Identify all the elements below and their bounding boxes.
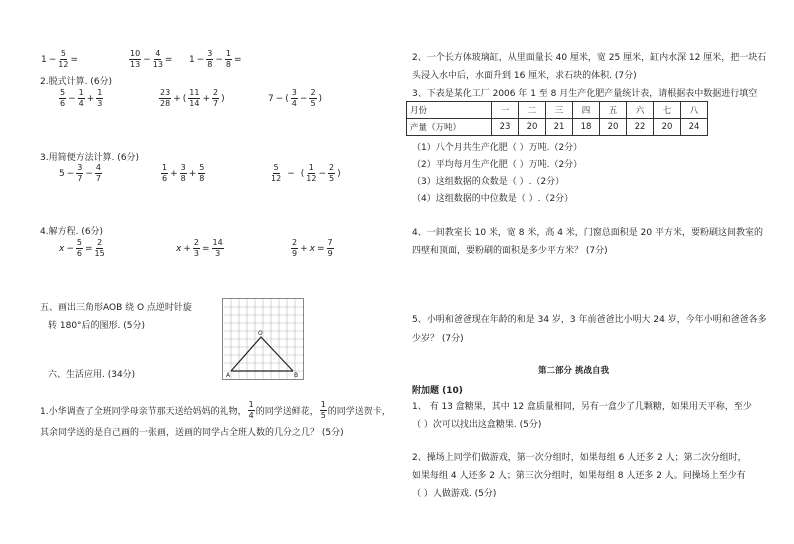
extra-1-line1: 1、 有 13 盒糖果，其中 12 盒质量相同，另有一盒少了几颗糖，如果用天平称，至少 (412, 402, 752, 412)
q4-expr-3: $\frac{2}{9}$ + x = $\frac{7}{9}$ (292, 238, 333, 258)
r2-line2: 头浸入水中后，水面升到 16 厘米，求石块的体积. (7分) (412, 71, 637, 81)
r3-sub-1: （1）八个月共生产化肥（ ）万吨.（2分） (412, 143, 583, 153)
table-cell: 一 (492, 102, 519, 119)
r5-line1: 5、小明和爸爸现在年龄的和是 34 岁，3 年前爸爸比小明大 24 岁，今年小明和爸爸各多 (412, 315, 767, 325)
q5-line2: 转 180°后的图形. (5分) (48, 321, 146, 331)
r5-line2: 少岁？ (7分) (412, 334, 464, 344)
table-cell: 20 (519, 119, 546, 136)
r3-sub-4: （4）这组数据的中位数是（ ）.（2分） (412, 194, 574, 204)
table-cell: 八 (681, 102, 708, 119)
table-header-row (407, 102, 708, 119)
triangle-aob (231, 337, 293, 371)
q2-expr-3: 7 − ( $\frac{3}{4}$ − $\frac{2}{5}$ ) (268, 88, 323, 108)
rotation-grid-figure (222, 298, 304, 380)
q2-title: 2.脱式计算. (6分) (40, 77, 113, 87)
q1-expr-2: $\frac{10}{13}$ − $\frac{4}{13}$ = (130, 49, 173, 69)
q2-expr-2: $\frac{23}{28}$ + ( $\frac{11}{14}$ + $\frac{2}{7}$ ) (160, 88, 225, 108)
table-cell: 二 (519, 102, 546, 119)
label-o: O (258, 330, 263, 337)
table-cell: 24 (681, 119, 708, 136)
table-cell: 五 (600, 102, 627, 119)
q3-expr-3: $\frac{5}{12}$ − ( $\frac{1}{12}$ − $\frac{2}{5}$ ) (271, 163, 341, 183)
label-a: A (226, 372, 231, 379)
table-cell: 月份 (407, 102, 492, 119)
p1-line1: 1.小华调查了全班同学母亲节那天送给妈妈的礼物， $\frac{1}{4}$ 的同学送鲜花， $\frac{1}{5}$ 的同学送贺卡， (40, 400, 391, 420)
table-cell: 六 (627, 102, 654, 119)
table-cell: 21 (546, 119, 573, 136)
q1-expr-3: 1 − $\frac{3}{8}$ − $\frac{1}{8}$ = (189, 49, 242, 69)
table-cell: 20 (654, 119, 681, 136)
table-cell: 20 (600, 119, 627, 136)
r3-line1: 3、下表是某化工厂 2006 年 1 至 8 月生产化肥产量统计表，请根据表中数据进行填空 (412, 89, 758, 99)
table-data-row (407, 119, 708, 136)
r4-line1: 4、一间教室长 10 米，宽 8 米，高 4 米，门窗总面积是 20 平方米，要粉刷这间教室的 (412, 228, 763, 238)
q5-line1: 五、画出三角形AOB 绕 O 点逆时针旋 (40, 303, 192, 313)
table-cell: 23 (492, 119, 519, 136)
q1-expr-1: 1 − $\frac{5}{12}$ = (41, 49, 79, 69)
table-cell: 22 (627, 119, 654, 136)
q4-expr-2: x + $\frac{2}{3}$ = $\frac{14}{3}$ (176, 238, 223, 258)
extra-title: 附加题 (10) (412, 386, 463, 396)
table-cell: 产量（万吨） (407, 119, 492, 136)
extra-2-line2: 如果每组 4 人还多 2 人；第三次分组时，如果每组 8 人还多 2 人。问操场上至少有 (412, 471, 746, 481)
label-b: B (294, 372, 299, 379)
stat-table-wrap (406, 101, 708, 136)
part2-title: 第二部分 挑战自我 (538, 366, 609, 376)
q6-title: 六、生活应用. (34分) (48, 370, 136, 380)
extra-2-line3: （ ）人做游戏. (5分) (412, 489, 497, 499)
r3-sub-3: （3）这组数据的众数是（ ）.（2分） (412, 177, 565, 187)
q3-expr-2: $\frac{1}{6}$ + $\frac{3}{8}$ + $\frac{5}{8}$ (162, 163, 205, 183)
extra-2-line1: 2、操场上同学们做游戏，第一次分组时，如果每组 6 人还多 2 人；第二次分组时， (412, 453, 747, 463)
table-cell: 三 (546, 102, 573, 119)
table-cell: 18 (573, 119, 600, 136)
r2-line1: 2、一个长方体玻璃缸，从里面量长 40 厘米，宽 25 厘米，缸内水深 12 厘米，把一块石 (412, 53, 767, 63)
p1-line2: 其余同学送的是自己画的一张画，送画的同学占全班人数的几分之几？ (5分) (40, 428, 344, 438)
table-cell: 七 (654, 102, 681, 119)
q2-expr-1: $\frac{5}{6}$ − $\frac{1}{4}$ + $\frac{1}{3}$ (60, 88, 103, 108)
q3-title: 3.用简便方法计算. (6分) (40, 153, 140, 163)
r3-sub-2: （2）平均每月生产化肥（ ）万吨.（2分） (412, 160, 583, 170)
table-cell: 四 (573, 102, 600, 119)
extra-1-line2: （ ）次可以找出这盒糖果. (5分) (412, 420, 542, 430)
r4-line2: 四壁和顶面，要粉刷的面积是多少平方米？ (7分) (412, 246, 608, 256)
q4-title: 4.解方程. (6分) (40, 227, 104, 237)
q3-expr-1: 5 − $\frac{3}{7}$ − $\frac{4}{7}$ (59, 163, 102, 183)
q4-expr-1: x − $\frac{5}{6}$ = $\frac{2}{15}$ (59, 238, 105, 258)
production-table (406, 101, 708, 136)
